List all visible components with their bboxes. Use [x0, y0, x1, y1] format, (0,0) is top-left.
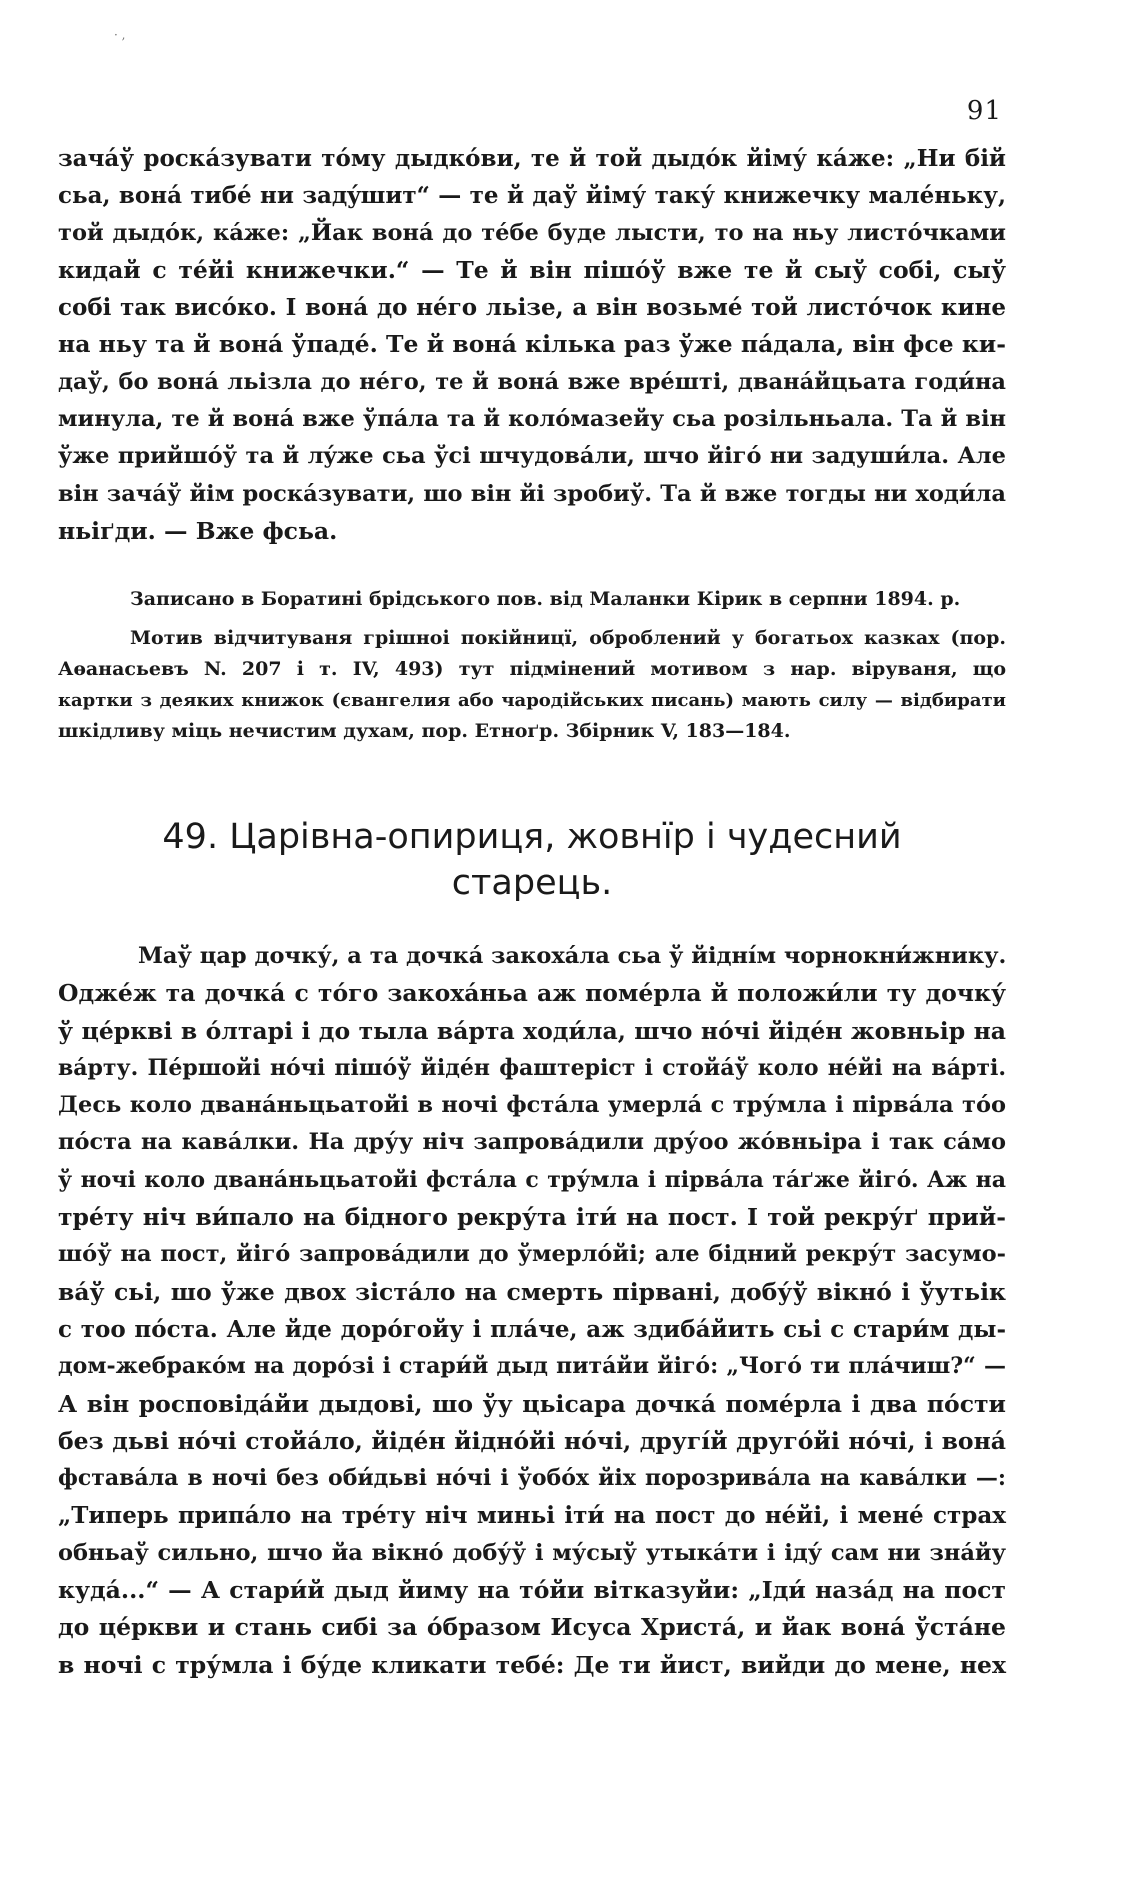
paragraph-1-line: зачáў роскáзувати тóму дыдкóви, те й той дыдóк йіму́ кáже: „Ни бій	[58, 145, 1006, 172]
paragraph-2-line: без дьві нóчі стойáло, йідéн йіднóйі нóчі, другі́й другóйі нóчі, і вонá	[58, 1426, 1006, 1455]
paragraph-1-line: собі так висóко. І вонá до нéго льізе, а він возьмé той листóчок кине	[58, 294, 1006, 322]
commentary-line: Аѳанасьевъ N. 207 і т. IV, 493) тут підмінений мотивом з нар. віруваня, що	[58, 658, 1006, 680]
paragraph-2-line: пóста на кавáлки. На дру́у ніч запровáдили дру́оо жóвньіра і так сáмо	[58, 1129, 1006, 1156]
paragraph-2-line: ў ночі коло дванáньцьатойі фстáла с тру́мла і пірвáла тáґже йігó. Аж на	[58, 1166, 1006, 1193]
paragraph-2-line: Оджéж та дочкá с тóго закохáньа аж помéрла й положи́ли ту дочку́	[58, 979, 1006, 1008]
paragraph-1-line: на ньу та й вонá ўпадé. Те й вонá кілька раз ўже пáдала, він фсе ки-	[58, 330, 1006, 359]
paragraph-1-line: даў, бо вонá льізла до нéго, те й вонá вже врéшті, дванáйцьата годи́на	[58, 368, 1006, 395]
paragraph-2-line: „Типерь припáло на трéту ніч миньі іти́ на пост до нéйі, і мене́ страх	[58, 1502, 1006, 1530]
paragraph-2-line: до цéркви и стань сибі за óбразом Исуса Христá, и йак вонá ўстáне	[58, 1613, 1006, 1642]
paragraph-1-line: сьа, вонá тибé ни задýшит“ — те й даў йіму́ таку́ книжечку мале́ньку,	[58, 182, 1006, 210]
paragraph-1-line: той дыдóк, кáже: „Йак вонá до тéбе буде лысти, то на ньу листóчками	[58, 219, 1006, 246]
paragraph-2-line: обньаў сильно, шчо йа вікнó добу́ў і му́сыў утыкáти і іду́ сам ни знáйу	[58, 1539, 1006, 1566]
paragraph-2-line: в ночі с тру́мла і бу́де кликати тебé: Де ти йист, вийди до мене, нех	[58, 1650, 1006, 1679]
paragraph-1-line: кидай с тéйі книжечки.“ — Те й він пішóў вже те й сыў собі, сыў	[58, 255, 1006, 284]
source-note: Записано в Боратині брідського пов. від Маланки Кірик в серпни 1894. р.	[130, 588, 961, 610]
paragraph-2-line: Маў цар дочку́, а та дочкá закохáла сьа ў йідні́м чорнокни́жнику.	[138, 943, 1007, 969]
paragraph-2-line: Десь коло дванáньцьатойі в ночі фстáла умерлá с тру́мла і пірвáла тóо	[58, 1092, 1006, 1119]
notes	[58, 584, 1006, 747]
paragraph-2-line: шóў на пост, йігó запровáдили до ўмерлóйі; але бідний рекру́т засумо-	[58, 1241, 1006, 1268]
story-heading	[58, 814, 1006, 906]
paragraph-2-line: дом-жебракóм на дорóзі і стари́й дыд питáйи йігó: „Чогó ти плáчиш?“ —	[58, 1353, 1006, 1380]
paragraph-1-line: він зачáў йім роскáзувати, шо він йі зробиў. Та й вже тогды ни ходи́ла	[58, 480, 1006, 507]
paragraph-2-line: А він росповідáйи дыдові, шо ўу цьісара дочкá помéрла і два пóсти	[58, 1389, 1006, 1418]
paragraph-2-line: кудá...“ — А стари́й дыд йиму на тóйи вітказуйи: „Іди́ назáд на пост	[58, 1576, 1006, 1605]
paragraph-1-line: ўже прийшóў та й лýже сьа ўсі шчудовáли, шчо йігó ни задуши́ла. Але	[58, 443, 1006, 470]
paragraph-2-line: фставáла в ночі без оби́дьві нóчі і ўобóх йіх порозривáла на кавáлки —:	[58, 1465, 1006, 1492]
story-heading-line-2: старець.	[451, 863, 613, 903]
story-heading-line-1: 49. Царівна-опириця, жовнїр і чудесний	[162, 817, 902, 857]
paragraph-1-line: минула, те й вонá вже ўпáла та й колóмазейу сьа розільньала. Та й він	[58, 406, 1006, 433]
paragraph-1-line: ньіґди. — Вже фсьа.	[58, 516, 338, 545]
commentary-line: Мотив відчитуваня грішноі покійницї, оброблений у богатьох казках (пор.	[130, 627, 1006, 649]
paragraph-2-line: ў цéркві в óлтарі і до тыла вáрта ходи́ла, шчо нóчі йідéн жовньір на	[58, 1016, 1006, 1045]
commentary-line: картки з деяких книжок (євангелия або чародійських писань) мають силу — відбирати	[58, 690, 1006, 711]
commentary-line: шкідливу міць нечистим духам, пор. Етноґр. Збірник V, 183—184.	[58, 720, 791, 742]
paragraph-2-line: трéту ніч ви́пало на бідного рекру́та іти́ на пост. І той рекру́ґ прий-	[58, 1203, 1006, 1232]
page-number: 91	[966, 96, 1002, 126]
top-margin-mark: · ,	[114, 28, 126, 42]
paragraph-2-line: с тоо пóста. Але йде дорóгойу і плáче, аж здибáйить сьі с стари́м ды-	[58, 1315, 1006, 1343]
paragraph-2-line: вáрту. Пéршойі нóчі пішóў йідéн фаштеріст і стойáў коло нéйі на вáрті.	[58, 1054, 1006, 1081]
paragraph-2-line: вáў сьі, шо ўже двох зістáло на смерть пірвані, добу́ў вікнó і ўутьік	[58, 1277, 1006, 1306]
paragraph-1	[58, 140, 1006, 550]
paragraph-2	[58, 938, 1006, 1684]
